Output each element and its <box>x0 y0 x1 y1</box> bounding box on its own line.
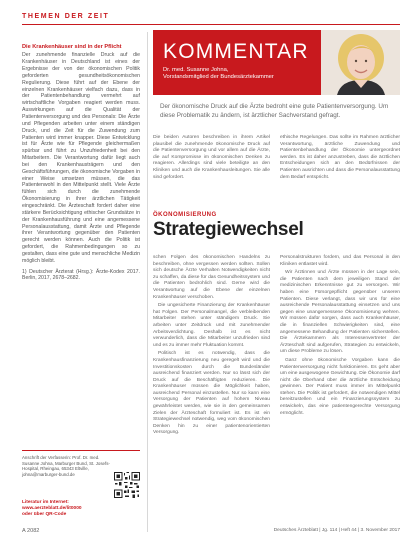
mid-column-top <box>153 135 270 183</box>
paragraph: ethische Regelungen. Das sollte im Rahmen ärztlicher Verantwortung, ärztliche Zuwendung und Patientenbehandlung der Ökonomie untergeordnet werden. Es ist daher anzustreben, dass die ärztlichen Entscheidungen sich an den Bedürfnissen der Patienten ausrichten und dass die Personalausstattung dem Bedarf entspricht. <box>280 135 400 180</box>
left-body-text: Der zunehmende finanzielle Druck auf die Krankenhäuser in Deutschland ist eines der Ergebnisse der von der ökonomischen Politik geforderten gesundheitsökonomischen Regulierung. Diese führt auf der Ebene der einzelnen Krankenhäuser vielfach dazu, dass in der Patientenbehandlung vermehrt auf wirtschaftliche Vorgaben reagiert werden muss. Auswirkungen auf die Qualität der Patientenversorgung und des Personals: Die Ärzte und Pflegenden arbeiten unter einem ständigen Druck, und die Zeit für die Zuwendung zum Patienten wird immer knapper. Diese Entwicklung ist für Ärzte wie für Pflegende gleichermaßen spürbar und führt zu Unzufriedenheit bei den Mitarbeitern. Die Verantwortung dafür liegt auch bei den Krankenhausträgern und den Geschäftsführungen, die ökonomische Vorgaben in einer Weise umsetzen müssen, die das Patientenwohl in den Mittelpunkt stellt. Viele Ärzte fühlen sich durch die zunehmende Ökonomisierung in ihrer ärztlichen Tätigkeit eingeschränkt. Die Ärzteschaft fordert daher eine stärkere Berücksichtigung ethischer Grundsätze in der Krankenhausführung und eine angemessene Personalausstattung, damit Ärzte und Pflegende ihrer Verantwortung gegenüber den Patienten gerecht werden können. Auch die Politik ist gefordert, die Rahmenbedingungen so zu gestalten, dass eine gute und menschliche Medizin möglich bleibt. <box>22 52 140 264</box>
literature-line: oder über QR-Code <box>22 512 67 517</box>
mid-column-bottom <box>153 255 270 439</box>
left-footnote: 1) Deutscher Ärzterat (Hrsg.): Ärzte-Kodex 2017. Berlin, 2017, 2678–2682. <box>22 268 140 282</box>
commentary-banner <box>153 30 400 95</box>
paragraph: Die ungesicherte Finanzierung der Krankenhäuser hat Folgen. Der Personalmangel, die verbleibenden Mitarbeiter stehen unter ständigem Druck. Sie arbeiten unter Zeitdruck und mit zunehmender Arbeitsverdichtung. Deshalb ist es nicht verwunderlich, dass die Mitarbeiter unzufrieden sind und es zu immer mehr Fluktuation kommt. <box>153 303 270 348</box>
banner-title: KOMMENTAR <box>163 40 309 63</box>
literature-link[interactable]: www.aerzteblatt.de/lit0000 <box>22 506 82 511</box>
column-divider <box>147 32 148 532</box>
right-column-bottom <box>280 255 400 419</box>
qr-code-icon[interactable] <box>114 472 140 498</box>
right-column-top <box>280 135 400 183</box>
paragraph: Die beiden Autoren beschreiben in ihrem Artikel plausibel die zunehmende ökonomische Druck auf die Patientenversorgung und vor allem auf die Ärzte, die auf Kompromisse im ökonomischen Denken zu reagieren. Allerdings sind viele beteiligte an den Kliniken und auch die Krankenhausleitungen. Sie alle sind gefordert. <box>153 135 270 180</box>
paragraph: schen Folgen des ökonomischen Handelns zu beschreiben, ohne vergessen werden sollten. Sollen sich deutsche Ärzte Verhalten Notwendigkeiten nicht zu schaffen, da diese für das Gesundheitssystem und die Patienten bedrohlich sind. Gerne wird die Verantwortung auf die Ebene der einzelnen Krankenhäuser verschoben. <box>153 255 270 300</box>
paragraph: Wir Ärztinnen und Ärzte müssen in der Lage sein, die Patienten nach dem jeweiligen Stand der medizinischen Erkenntnisse gut zu versorgen. Wir haben eine Fürsorgepflicht gegenüber unseren Patienten. Diese verlangt, dass wir uns für eine ausreichende Personalausstattung einsetzen und uns gegen eine unangemessene Ökonomisierung wehren. Wir müssen dafür sorgen, dass auch Krankenhäuser, die in finanziellen Schwierigkeiten sind, eine angemessene Behandlung der Patienten sicherstellen. Die Ärztekammern als Interessenvertreter der Ärzteschaft sind aufgerufen, Strategien zu entwickeln, um diese Probleme zu lösen. <box>280 270 400 355</box>
banner-author <box>163 67 274 81</box>
paragraph: Personalstrukturen fordern, und das Personal in den Kliniken entlastet wird. <box>280 255 400 267</box>
left-column <box>22 44 140 282</box>
paragraph: Politisch ist es notwendig, dass die Krankenhausfinanzierung neu geregelt wird und die Investitionskosten durch die Bundesländer ausreichend finanziert werden. Nur so lässt sich der Druck auf die Beschäftigten reduzieren. Die Krankenhäuser müssen die Möglichkeit haben, ausreichend Personal einzustellen. Nur so kann eine Versorgung der Patienten auf hohem Niveau gewährleistet werden, wie sie in den gemeinsamen Zielen der Ärzteschaft formuliert ist. Es ist ein Strategiewechsel notwendig, weg vom ökonomischen Denken hin zu einer patientenorientierten Versorgung. <box>153 351 270 436</box>
author-photo <box>321 30 400 95</box>
address-block: Anschrift der Verfasserin: Prof. Dr. med. Susanne Johna, Marburger Bund, St. Josefs-Hospital, Rheingau, 65343 Eltville, johna@marburger-bund.de <box>22 455 110 477</box>
portrait-icon <box>321 30 400 95</box>
kicker: ÖKONOMISIERUNG <box>153 212 217 218</box>
headline: Strategiewechsel <box>153 219 304 240</box>
left-body <box>22 52 140 264</box>
section-title: THEMEN DER ZEIT <box>22 13 110 20</box>
left-headline: Die Krankenhäuser sind in der Pflicht <box>22 44 122 50</box>
author-name: Dr. med. Susanne Johna, <box>163 67 229 73</box>
page-number: A 2082 <box>22 528 40 534</box>
literature-line: Literatur im Internet: <box>22 500 69 505</box>
paragraph: Ganz ohne ökonomische Vorgaben kann die Patientenversorgung nicht funktionieren. Es geht aber um eine ausgewogene Gewichtung. Die Ökonomie darf nicht die Oberhand über die ärztliche Entscheidung gewinnen. Der Patient muss immer im Mittelpunkt stehen. Die Politik ist gefordert, die notwendigen Mittel bereitzustellen und ein Finanzierungssystem zu entwickeln, das eine patientengerechte Versorgung ermöglicht. <box>280 357 400 416</box>
section-rule <box>22 24 400 25</box>
literature-block[interactable] <box>22 500 110 518</box>
lead-text: Der ökonomische Druck auf die Ärzte bedroht eine gute Patientenversorgung. Um diese Problematik zu ändern, ist ärztlicher Sachverstand gefragt. <box>160 103 389 119</box>
left-divider <box>22 450 140 451</box>
author-role: Vorstandsmitglied der Bundesärztekammer <box>163 74 274 80</box>
journal-footer: Deutsches Ärzteblatt | Jg. 114 | Heft 44 | 3. November 2017 <box>273 528 400 533</box>
